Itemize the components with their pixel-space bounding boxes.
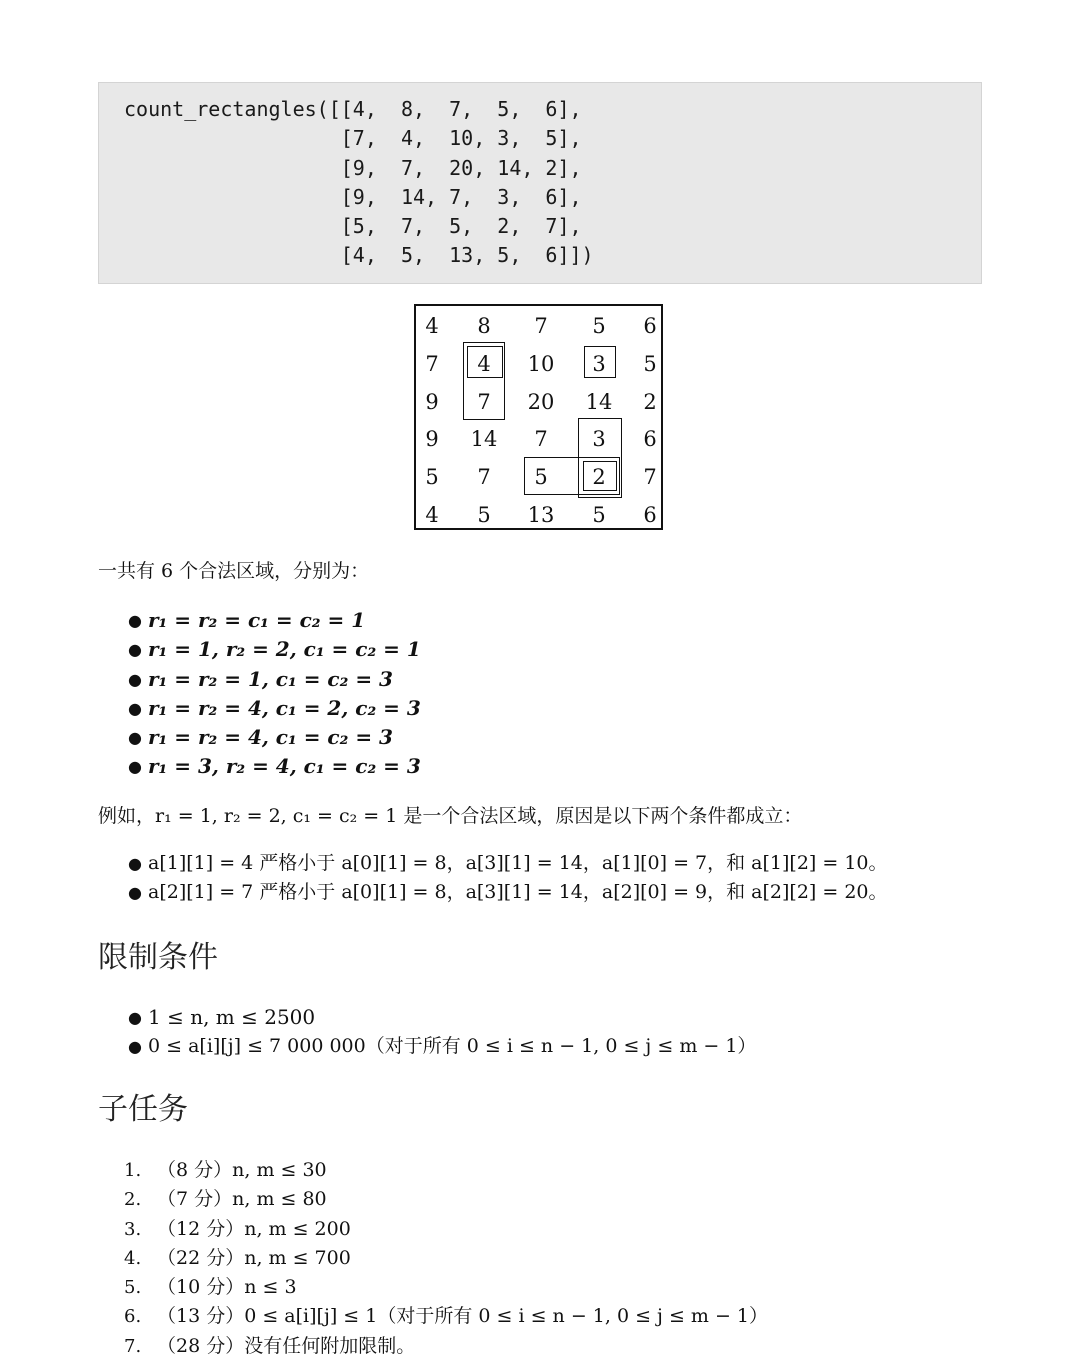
list-item: 1. （8 分）n, m ≤ 30 xyxy=(124,1159,327,1181)
bullet-icon: ● xyxy=(128,698,142,718)
matrix-cell: 7 xyxy=(425,352,439,376)
matrix-cell: 4 xyxy=(477,352,491,376)
matrix-cell: 6 xyxy=(643,503,657,527)
list-item: ● r₁ = 1, r₂ = 2, c₁ = c₂ = 1 xyxy=(98,635,421,664)
matrix-cell: 9 xyxy=(425,390,439,414)
matrix-cell: 4 xyxy=(425,314,439,338)
matrix-cell: 2 xyxy=(643,390,657,414)
bullet-icon: ● xyxy=(128,883,142,903)
bullet-icon: ● xyxy=(128,1008,142,1027)
conditions-list xyxy=(98,849,888,908)
code-block xyxy=(98,82,982,284)
matrix-cell: 6 xyxy=(643,427,657,451)
matrix-cell: 6 xyxy=(643,314,657,338)
list-item: ● a[1][1] = 4 严格小于 a[0][1] = 8，a[3][1] = 14，a[1][0] = 7，和 a[1][2] = 10。 xyxy=(98,849,888,878)
constraints-heading: 限制条件 xyxy=(98,940,218,975)
list-item: 4. （22 分）n, m ≤ 700 xyxy=(124,1246,351,1269)
matrix-cell: 14 xyxy=(470,427,498,451)
matrix-cell: 7 xyxy=(477,390,491,414)
bullet-icon: ● xyxy=(128,854,142,873)
code-line: [7, 4, 10, 3, 5], xyxy=(124,126,582,151)
matrix-cell: 5 xyxy=(534,465,548,489)
matrix-cell: 20 xyxy=(527,390,555,414)
matrix-cell: 5 xyxy=(592,314,606,338)
bullet-icon: ● xyxy=(128,611,142,630)
matrix-cell: 5 xyxy=(643,352,657,376)
list-item: 6. （13 分）0 ≤ a[i][j] ≤ 1（对于所有 0 ≤ i ≤ n − 1, 0 ≤ j ≤ m − 1） xyxy=(124,1305,769,1328)
matrix-cell: 5 xyxy=(592,503,606,527)
bullet-icon: ● xyxy=(128,1037,142,1057)
matrix-cell: 4 xyxy=(425,503,439,527)
code-line: [9, 7, 20, 14, 2], xyxy=(124,155,582,180)
matrix-figure xyxy=(414,304,663,530)
regions-list xyxy=(98,606,421,782)
matrix-cell: 9 xyxy=(425,427,439,451)
matrix-cell: 7 xyxy=(643,465,657,489)
matrix-cell: 5 xyxy=(425,465,439,489)
subtasks-heading: 子任务 xyxy=(98,1092,188,1127)
summary-text: 一共有 6 个合法区域，分别为： xyxy=(98,560,370,582)
list-item: ● r₁ = r₂ = 1, c₁ = c₂ = 3 xyxy=(98,665,421,694)
code-line: count_rectangles([[4, 8, 7, 5, 6], xyxy=(124,97,582,121)
list-item: 2. （7 分）n, m ≤ 80 xyxy=(124,1188,327,1211)
code-line: [9, 14, 7, 3, 6], xyxy=(124,184,582,209)
code-line: [5, 7, 5, 2, 7], xyxy=(124,214,582,239)
matrix-cell: 10 xyxy=(527,352,555,376)
matrix-cell: 3 xyxy=(592,427,606,451)
matrix-cell: 7 xyxy=(534,427,548,451)
list-item: ● r₁ = 3, r₂ = 4, c₁ = c₂ = 3 xyxy=(98,752,421,781)
list-item: 3. （12 分）n, m ≤ 200 xyxy=(124,1217,351,1240)
list-item: ● 1 ≤ n, m ≤ 2500 xyxy=(98,1003,756,1032)
matrix-cell: 5 xyxy=(477,503,491,527)
example-intro: 例如，r₁ = 1, r₂ = 2, c₁ = c₂ = 1 是一个合法区域，原因是以下两个条件都成立： xyxy=(98,805,803,827)
bullet-icon: ● xyxy=(128,757,142,777)
list-item: ● r₁ = r₂ = c₁ = c₂ = 1 xyxy=(98,606,421,635)
constraints-list xyxy=(98,1003,756,1062)
bullet-icon: ● xyxy=(128,728,142,748)
subtasks-list xyxy=(98,1156,768,1361)
code-line: [4, 5, 13, 5, 6]]) xyxy=(124,243,594,268)
list-item: ● a[2][1] = 7 严格小于 a[0][1] = 8，a[3][1] = 14，a[2][0] = 9，和 a[2][2] = 20。 xyxy=(98,878,888,907)
matrix-cell: 14 xyxy=(585,390,613,414)
matrix-cell: 2 xyxy=(592,465,606,489)
bullet-icon: ● xyxy=(128,640,142,660)
list-item: ● r₁ = r₂ = 4, c₁ = c₂ = 3 xyxy=(98,723,421,752)
list-item: 5. （10 分）n ≤ 3 xyxy=(124,1276,297,1299)
bullet-icon: ● xyxy=(128,669,142,689)
list-item: ● 0 ≤ a[i][j] ≤ 7 000 000（对于所有 0 ≤ i ≤ n − 1, 0 ≤ j ≤ m − 1） xyxy=(98,1032,756,1061)
matrix-cell: 3 xyxy=(592,352,606,376)
matrix-cell: 8 xyxy=(477,314,491,338)
list-item: 7. （28 分）没有任何附加限制。 xyxy=(124,1334,416,1357)
list-item: ● r₁ = r₂ = 4, c₁ = 2, c₂ = 3 xyxy=(98,694,421,723)
matrix-cell: 13 xyxy=(527,503,555,527)
matrix-cell: 7 xyxy=(477,465,491,489)
matrix-cell: 7 xyxy=(534,314,548,338)
